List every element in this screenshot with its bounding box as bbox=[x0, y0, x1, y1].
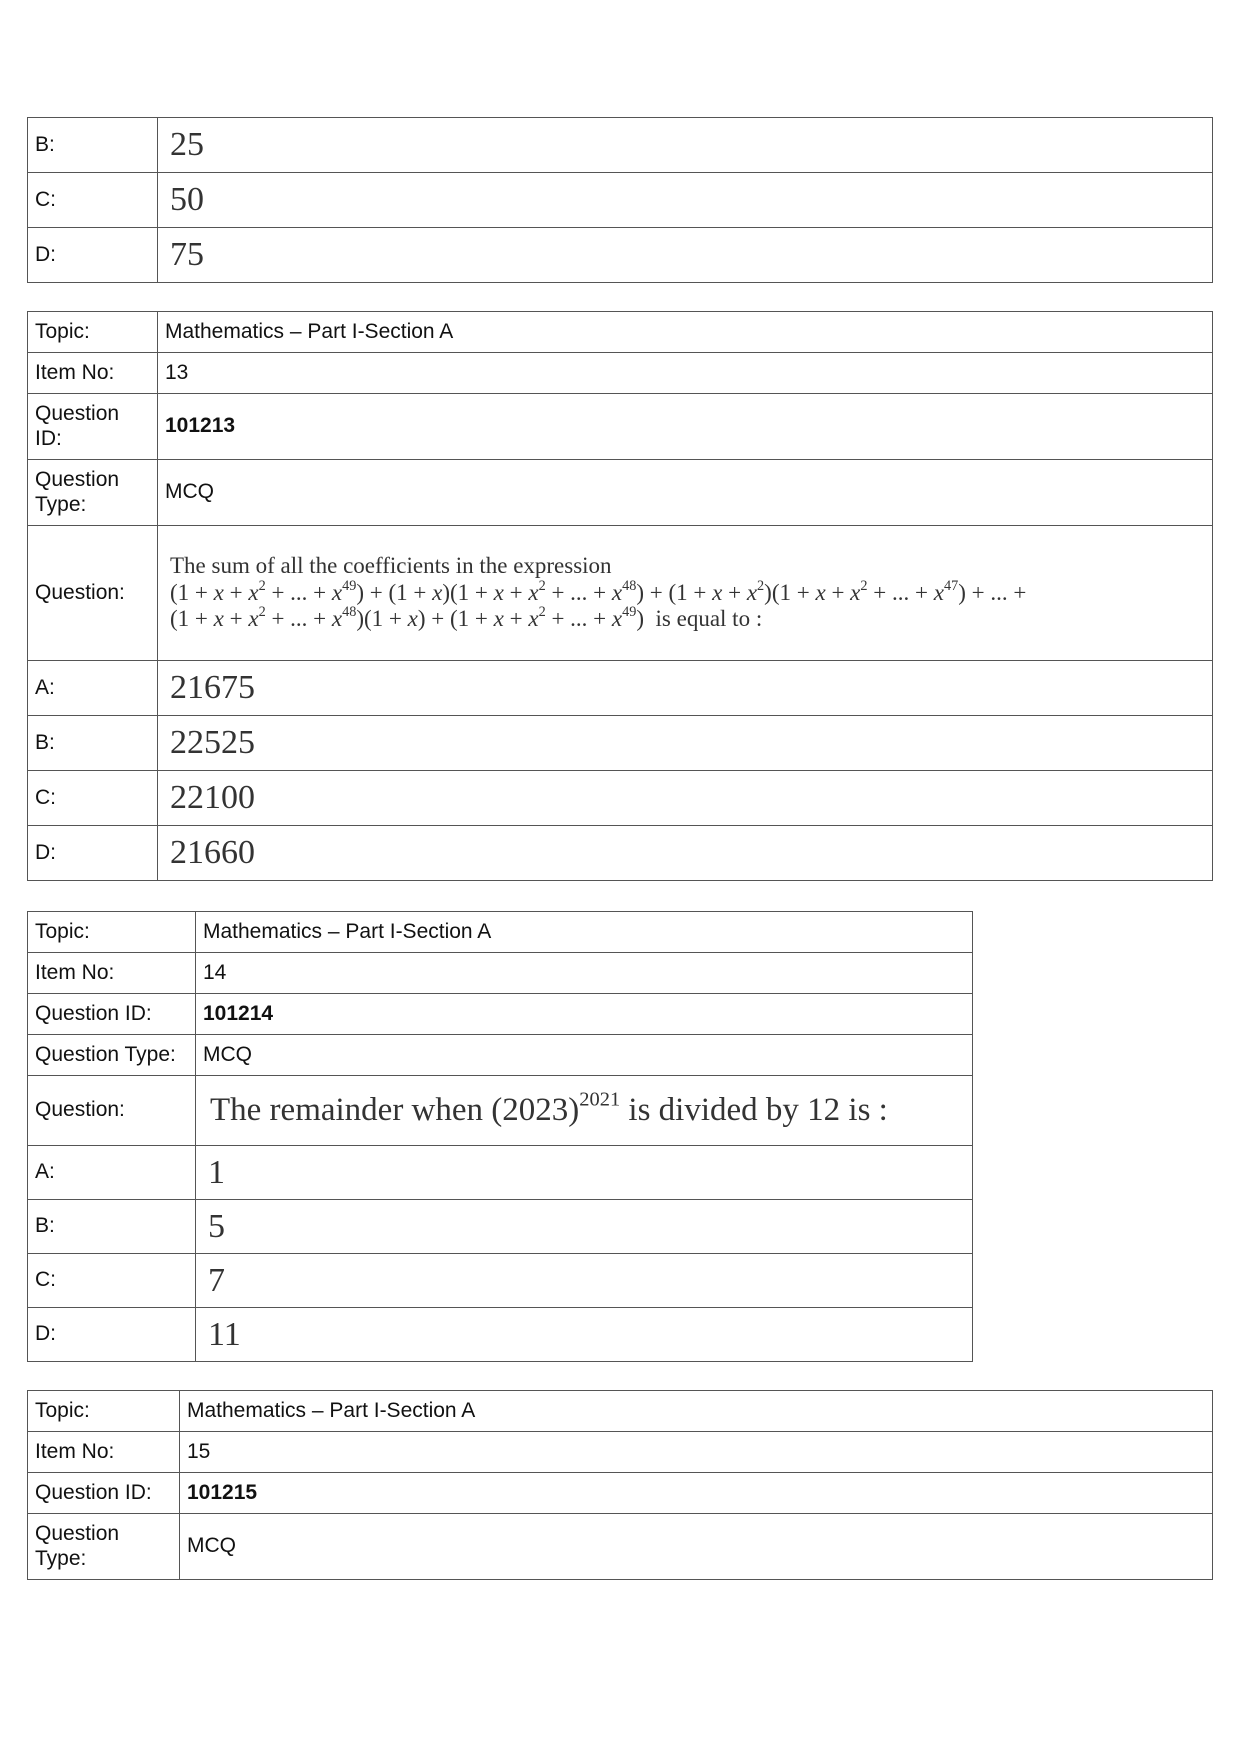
item-no-label: Item No: bbox=[28, 353, 158, 394]
question-text bbox=[158, 526, 1213, 661]
option-value: 1 bbox=[196, 1146, 973, 1200]
option-row-a bbox=[28, 1146, 973, 1200]
option-value: 5 bbox=[196, 1200, 973, 1254]
topic-value: Mathematics – Part I-Section A bbox=[158, 312, 1213, 353]
option-row-c bbox=[28, 771, 1213, 826]
option-row-d bbox=[28, 1308, 973, 1362]
option-value: 21660 bbox=[158, 826, 1213, 881]
question-type-label: Question Type: bbox=[28, 1035, 196, 1076]
option-label: C: bbox=[28, 771, 158, 826]
item-no-value: 13 bbox=[158, 353, 1213, 394]
option-label: A: bbox=[28, 661, 158, 716]
option-row-d bbox=[28, 826, 1213, 881]
question-id-label: Question ID: bbox=[28, 1473, 180, 1514]
question-row bbox=[28, 1076, 973, 1146]
option-label: C: bbox=[28, 173, 158, 228]
option-value: 75 bbox=[158, 228, 1213, 283]
question-expression-line-2: ($1 + x + x^2$ + ... + $x^{49}) + (1 + x)(1 + x + x^2$ + ... + $x^{48}) + (1 + x + x^2)(1 + x + x^2$ + ... + $x^{47}$) + ... + bbox=[170, 577, 1027, 605]
option-label: D: bbox=[28, 228, 158, 283]
question-type-row bbox=[28, 1514, 1213, 1580]
topic-row bbox=[28, 312, 1213, 353]
option-row-c bbox=[28, 173, 1213, 228]
item-no-value: 15 bbox=[180, 1432, 1213, 1473]
question-type-value: MCQ bbox=[158, 460, 1213, 526]
option-row-a bbox=[28, 661, 1213, 716]
item-no-label: Item No: bbox=[28, 953, 196, 994]
question-id-value: 101213 bbox=[158, 394, 1213, 460]
question-expression-line-3: ($1 + x + x^2$ + ... + $x^{48})(1 + x) + (1 + x + x^2$ + ... + $x^{49}$) is equal to : bbox=[170, 604, 763, 632]
question-label: Question: bbox=[28, 1076, 196, 1146]
question-id-label: Question ID: bbox=[28, 394, 158, 460]
question-id-value: 101215 bbox=[180, 1473, 1213, 1514]
option-row-b bbox=[28, 716, 1213, 771]
topic-label: Topic: bbox=[28, 312, 158, 353]
question-label: Question: bbox=[28, 526, 158, 661]
option-value: 7 bbox=[196, 1254, 973, 1308]
topic-value: Mathematics – Part I-Section A bbox=[196, 912, 973, 953]
question-id-row bbox=[28, 1473, 1213, 1514]
item-no-row bbox=[28, 953, 973, 994]
option-label: D: bbox=[28, 826, 158, 881]
question-type-label: Question Type: bbox=[28, 460, 158, 526]
topic-label: Topic: bbox=[28, 912, 196, 953]
item-no-label: Item No: bbox=[28, 1432, 180, 1473]
option-row-d bbox=[28, 228, 1213, 283]
option-value: 22525 bbox=[158, 716, 1213, 771]
topic-label: Topic: bbox=[28, 1391, 180, 1432]
question-line-1: The sum of all the coefficients in the expression bbox=[170, 553, 612, 579]
option-row-b bbox=[28, 118, 1213, 173]
option-value: 50 bbox=[158, 173, 1213, 228]
question-type-row bbox=[28, 1035, 973, 1076]
question-id-value: 101214 bbox=[196, 994, 973, 1035]
item-no-row bbox=[28, 353, 1213, 394]
option-row-b bbox=[28, 1200, 973, 1254]
question-type-value: MCQ bbox=[180, 1514, 1213, 1580]
option-label: D: bbox=[28, 1308, 196, 1362]
question-15-table bbox=[27, 1390, 1213, 1580]
option-label: B: bbox=[28, 118, 158, 173]
option-label: B: bbox=[28, 1200, 196, 1254]
option-label: A: bbox=[28, 1146, 196, 1200]
option-value: 22100 bbox=[158, 771, 1213, 826]
question-id-row bbox=[28, 394, 1213, 460]
question-14-table bbox=[27, 911, 973, 1362]
question-13-table bbox=[27, 311, 1213, 881]
question-type-row bbox=[28, 460, 1213, 526]
question-text: The remainder when $(2023)^{2021}$ is divided by 12 is : bbox=[196, 1076, 973, 1146]
question-id-label: Question ID: bbox=[28, 994, 196, 1035]
option-label: C: bbox=[28, 1254, 196, 1308]
item-no-row bbox=[28, 1432, 1213, 1473]
option-row-c bbox=[28, 1254, 973, 1308]
option-value: 11 bbox=[196, 1308, 973, 1362]
topic-row bbox=[28, 1391, 1213, 1432]
topic-value: Mathematics – Part I-Section A bbox=[180, 1391, 1213, 1432]
question-id-row bbox=[28, 994, 973, 1035]
question-row bbox=[28, 526, 1213, 661]
question-12-options-table bbox=[27, 117, 1213, 283]
question-type-label: Question Type: bbox=[28, 1514, 180, 1580]
option-label: B: bbox=[28, 716, 158, 771]
question-type-value: MCQ bbox=[196, 1035, 973, 1076]
option-value: 25 bbox=[158, 118, 1213, 173]
option-value: 21675 bbox=[158, 661, 1213, 716]
topic-row bbox=[28, 912, 973, 953]
item-no-value: 14 bbox=[196, 953, 973, 994]
